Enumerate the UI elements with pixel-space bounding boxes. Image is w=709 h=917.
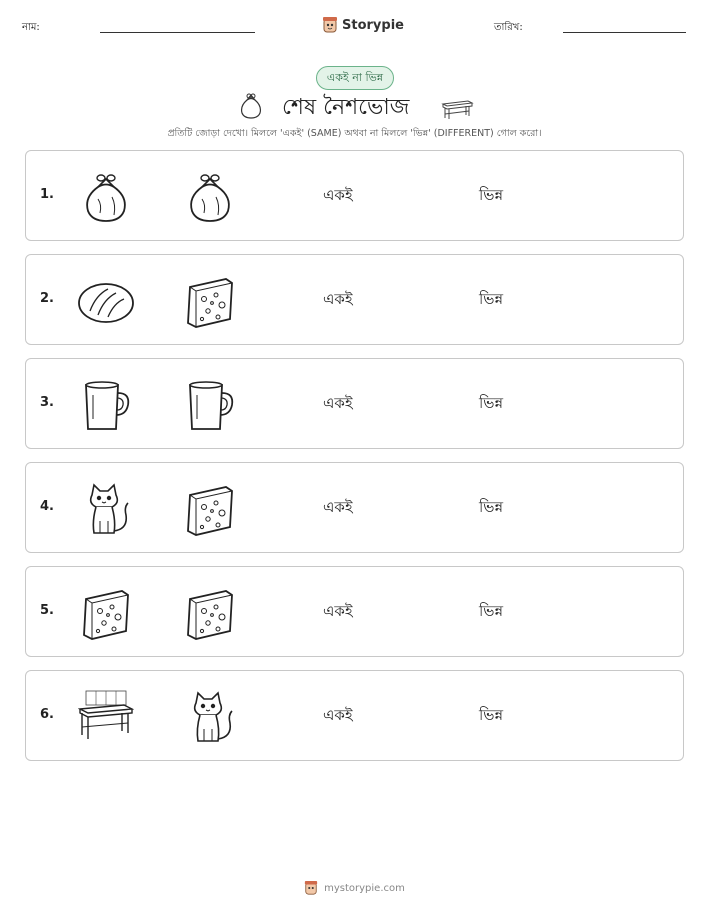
different-option[interactable]: ভিন্ন: [479, 602, 504, 620]
bread-icon: [78, 273, 134, 329]
different-option[interactable]: ভিন্ন: [479, 186, 504, 204]
date-label: তারিখ:: [494, 22, 523, 33]
sponge-icon: [182, 481, 238, 537]
cat-icon: [78, 481, 134, 537]
pouch-icon: [182, 169, 238, 225]
question-row: [25, 566, 684, 657]
name-label: নাম:: [22, 22, 40, 33]
different-option[interactable]: ভিন্ন: [479, 290, 504, 308]
question-number: 3.: [40, 395, 54, 410]
footer: [0, 880, 709, 896]
table-icon: [78, 689, 134, 745]
instructions: প্রতিটি জোড়া দেখো। মিললে 'একই' (SAME) অথবা না মিললে 'ভিন্ন' (DIFFERENT) গোল করো।: [167, 128, 542, 139]
same-option[interactable]: একই: [323, 290, 353, 308]
footer-url[interactable]: mystorypie.com: [324, 882, 405, 894]
name-field-line[interactable]: [100, 32, 255, 33]
question-number: 1.: [40, 187, 54, 202]
header: [0, 14, 709, 44]
question-row: [25, 358, 684, 449]
question-row: [25, 462, 684, 553]
table-icon: [440, 94, 474, 120]
mug-icon: [78, 377, 134, 433]
storypie-mascot-icon: [304, 880, 318, 896]
different-option[interactable]: ভিন্ন: [479, 394, 504, 412]
different-option[interactable]: ভিন্ন: [479, 498, 504, 516]
cat-icon: [182, 689, 238, 745]
question-number: 5.: [40, 603, 54, 618]
same-option[interactable]: একই: [323, 602, 353, 620]
sponge-icon: [182, 585, 238, 641]
mug-icon: [182, 377, 238, 433]
question-number: 2.: [40, 291, 54, 306]
same-option[interactable]: একই: [323, 706, 353, 724]
page-title: শেষ নৈশভোজ: [282, 95, 410, 120]
different-option[interactable]: ভিন্ন: [479, 706, 504, 724]
question-row: [25, 254, 684, 345]
same-option[interactable]: একই: [323, 498, 353, 516]
question-row: [25, 670, 684, 761]
question-row: [25, 150, 684, 241]
pouch-icon: [238, 92, 264, 120]
question-number: 6.: [40, 707, 54, 722]
brand-logo: [322, 14, 404, 36]
storypie-mascot-icon: [322, 16, 338, 34]
sponge-icon: [182, 273, 238, 329]
same-option[interactable]: একই: [323, 186, 353, 204]
date-field-line[interactable]: [563, 32, 686, 33]
title-row: [0, 88, 709, 124]
sponge-icon: [78, 585, 134, 641]
worksheet-type-badge: একই না ভিন্ন: [316, 66, 394, 90]
brand-name: Storypie: [342, 17, 404, 33]
pouch-icon: [78, 169, 134, 225]
question-number: 4.: [40, 499, 54, 514]
same-option[interactable]: একই: [323, 394, 353, 412]
